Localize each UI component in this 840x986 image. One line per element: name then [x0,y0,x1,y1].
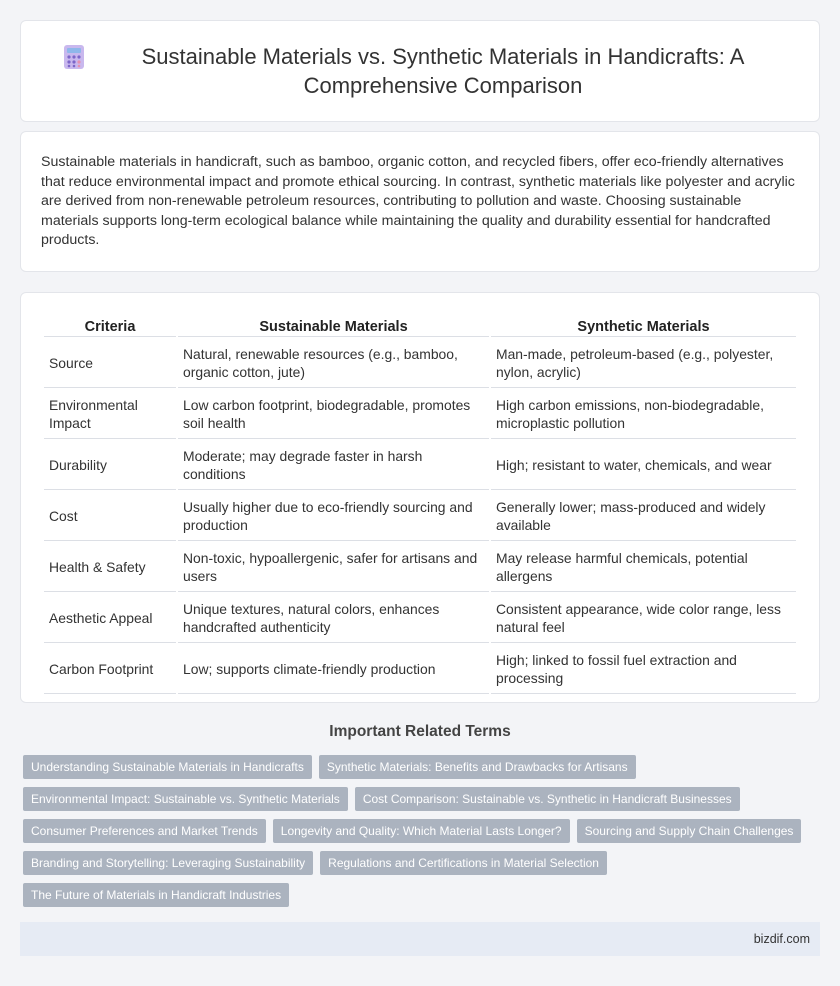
criteria-cell: Aesthetic Appeal [44,594,176,643]
intro-card [20,131,820,272]
synthetic-cell: May release harmful chemicals, potential allergens [491,543,796,592]
synthetic-cell: Man-made, petroleum-based (e.g., polyester, nylon, acrylic) [491,339,796,388]
sustainable-cell: Unique textures, natural colors, enhances handcrafted authenticity [178,594,489,643]
table-row [44,390,796,439]
comparison-table-card [20,292,820,703]
synthetic-cell: High; resistant to water, chemicals, and wear [491,441,796,490]
criteria-cell: Carbon Footprint [44,645,176,694]
synthetic-cell: High carbon emissions, non-biodegradable, microplastic pollution [491,390,796,439]
related-terms-title: Important Related Terms [329,723,511,740]
table-header-row [44,315,796,337]
sustainable-cell: Non-toxic, hypoallergenic, safer for artisans and users [178,543,489,592]
related-term-tag[interactable]: Cost Comparison: Sustainable vs. Synthetic in Handicraft Businesses [355,787,740,811]
criteria-cell: Environmental Impact [44,390,176,439]
sustainable-cell: Usually higher due to eco-friendly sourcing and production [178,492,489,541]
related-term-tag[interactable]: Longevity and Quality: Which Material Lasts Longer? [273,819,570,843]
footer-site-name[interactable]: bizdif.com [753,932,810,946]
calculator-icon [61,44,87,70]
column-header-sustainable: Sustainable Materials [178,315,489,337]
table-row [44,492,796,541]
sustainable-cell: Low; supports climate-friendly production [178,645,489,694]
synthetic-cell: Generally lower; mass-produced and widely available [491,492,796,541]
related-term-tag[interactable]: Sourcing and Supply Chain Challenges [577,819,802,843]
criteria-cell: Health & Safety [44,543,176,592]
table-row [44,441,796,490]
page-title: Sustainable Materials vs. Synthetic Materials in Handicrafts: A Comprehensive Comparison [141,44,745,98]
table-row [44,339,796,388]
related-term-tag[interactable]: Regulations and Certifications in Material Selection [320,851,607,875]
related-term-tag[interactable]: Understanding Sustainable Materials in Handicrafts [23,755,312,779]
criteria-cell: Durability [44,441,176,490]
intro-paragraph: Sustainable materials in handicraft, such as bamboo, organic cotton, and recycled fibers, offer eco-friendly alternatives that reduce environmental impact and promote ethical sourcing. In contrast, synthetic materials like polyester and acrylic are derived from non-renewable petroleum resources, contributing to pollution and waste. Choosing sustainable materials supports long-term ecological balance while maintaining the quality and durability essential for handcrafted products. [41,154,795,249]
table-row [44,594,796,643]
related-term-tag[interactable]: Branding and Storytelling: Leveraging Sustainability [23,851,313,875]
related-terms-tags [23,755,823,915]
criteria-cell: Cost [44,492,176,541]
sustainable-cell: Low carbon footprint, biodegradable, promotes soil health [178,390,489,439]
comparison-table [42,313,798,696]
table-row [44,645,796,694]
related-term-tag[interactable]: Consumer Preferences and Market Trends [23,819,266,843]
criteria-cell: Source [44,339,176,388]
column-header-synthetic: Synthetic Materials [491,315,796,337]
table-row [44,543,796,592]
synthetic-cell: High; linked to fossil fuel extraction and processing [491,645,796,694]
sustainable-cell: Moderate; may degrade faster in harsh conditions [178,441,489,490]
related-term-tag[interactable]: Environmental Impact: Sustainable vs. Synthetic Materials [23,787,348,811]
header-card [20,20,820,122]
related-term-tag[interactable]: The Future of Materials in Handicraft Industries [23,883,289,907]
related-term-tag[interactable]: Synthetic Materials: Benefits and Drawbacks for Artisans [319,755,636,779]
footer-bar [20,922,820,956]
sustainable-cell: Natural, renewable resources (e.g., bamboo, organic cotton, jute) [178,339,489,388]
column-header-criteria: Criteria [44,315,176,337]
synthetic-cell: Consistent appearance, wide color range, less natural feel [491,594,796,643]
